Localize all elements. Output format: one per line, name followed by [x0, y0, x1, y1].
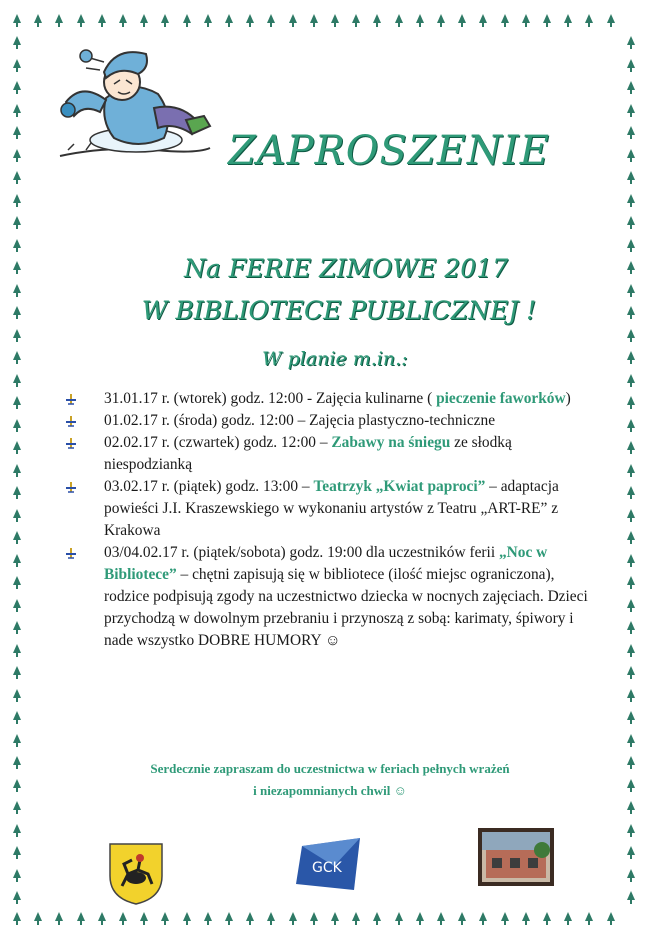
- tree-icon: [584, 14, 594, 28]
- tree-icon: [160, 912, 170, 926]
- tree-icon: [12, 711, 22, 725]
- tree-icon: [12, 81, 22, 95]
- tree-icon: [500, 912, 510, 926]
- tree-icon: [626, 891, 636, 905]
- tree-icon: [12, 912, 22, 926]
- event-text: 03/04.02.17 r. (piątek/sobota) godz. 19:00 dla uczestników ferii: [104, 544, 499, 561]
- tree-icon: [12, 14, 22, 28]
- list-item: [60, 476, 600, 542]
- tree-icon: [309, 14, 319, 28]
- tree-icon: [139, 912, 149, 926]
- tree-icon: [606, 912, 616, 926]
- tree-icon: [626, 531, 636, 545]
- tree-icon: [12, 149, 22, 163]
- tree-icon: [626, 621, 636, 635]
- tree-icon: [12, 734, 22, 748]
- tree-icon: [12, 441, 22, 455]
- event-highlight: „Noc w Bibliotece”: [104, 544, 548, 583]
- tree-icon: [12, 509, 22, 523]
- gck-logo: [294, 836, 368, 894]
- tree-icon: [626, 36, 636, 50]
- event-text: ze słodką niespodzianką: [104, 434, 512, 473]
- tree-icon: [76, 14, 86, 28]
- tree-icon: [626, 779, 636, 793]
- tree-icon: [54, 912, 64, 926]
- tree-icon: [12, 419, 22, 433]
- tree-icon: [12, 374, 22, 388]
- subtitle-line-2: W BIBLIOTECE PUBLICZNEJ !: [141, 296, 537, 325]
- arrow-bullet-icon: [64, 436, 78, 450]
- tree-icon: [626, 126, 636, 140]
- tree-icon: [626, 396, 636, 410]
- tree-icon: [436, 912, 446, 926]
- tree-icon: [626, 509, 636, 523]
- tree-icon: [626, 171, 636, 185]
- tree-icon: [12, 351, 22, 365]
- tree-icon: [12, 621, 22, 635]
- tree-icon: [33, 912, 43, 926]
- tree-icon: [76, 912, 86, 926]
- list-item: [60, 432, 600, 476]
- tree-icon: [160, 14, 170, 28]
- tree-icon: [97, 912, 107, 926]
- tree-icon: [118, 912, 128, 926]
- arrow-bullet-icon: [64, 480, 78, 494]
- tree-icon: [626, 216, 636, 230]
- tree-icon: [245, 14, 255, 28]
- page-title: ZAPROSZENIE: [228, 128, 550, 174]
- tree-icon: [330, 912, 340, 926]
- tree-icon: [12, 756, 22, 770]
- tree-icon: [12, 239, 22, 253]
- tree-icon: [542, 14, 552, 28]
- tree-icon: [626, 599, 636, 613]
- tree-icon: [330, 14, 340, 28]
- event-text: – adaptacja powieści J.I. Kraszewskiego w wykonaniu artystów z Teatru „ART-RE” z Krakowa: [104, 478, 559, 539]
- tree-icon: [626, 419, 636, 433]
- event-text: – chętni zapisują się w bibliotece (ilość miejsc ograniczona), rodzice podpisują zgody na uczestnictwo dziecka w nocnych zajęciach. Dzieci przychodzą w dowolnym przebraniu i przynoszą z sobą: karimaty, śpiwory i nade wszystko DOBRE HUMORY ☺: [104, 566, 588, 649]
- tree-icon: [351, 14, 361, 28]
- tree-icon: [203, 912, 213, 926]
- tree-icon: [626, 666, 636, 680]
- list-item: [60, 388, 600, 410]
- tree-icon: [12, 644, 22, 658]
- tree-icon: [12, 824, 22, 838]
- event-text: 01.02.17 r. (środa) godz. 12:00 – Zajęcia plastyczno-techniczne: [104, 412, 496, 429]
- arrow-bullet-icon: [64, 414, 78, 428]
- tree-icon: [12, 689, 22, 703]
- tree-icon: [563, 912, 573, 926]
- tree-icon: [626, 644, 636, 658]
- tree-icon: [626, 374, 636, 388]
- tree-icon: [12, 891, 22, 905]
- tree-icon: [626, 464, 636, 478]
- tree-icon: [626, 81, 636, 95]
- tree-icon: [182, 912, 192, 926]
- arrow-bullet-icon: [64, 392, 78, 406]
- tree-icon: [12, 104, 22, 118]
- tree-icon: [478, 14, 488, 28]
- tree-icon: [12, 36, 22, 50]
- tree-icon: [12, 329, 22, 343]
- tree-icon: [12, 396, 22, 410]
- tree-icon: [12, 216, 22, 230]
- tree-icon: [626, 59, 636, 73]
- tree-icon: [500, 14, 510, 28]
- library-building-photo: [478, 828, 554, 886]
- list-item: [60, 542, 600, 652]
- tree-icon: [12, 171, 22, 185]
- tree-icon: [436, 14, 446, 28]
- tree-icon: [12, 801, 22, 815]
- tree-icon: [12, 779, 22, 793]
- tree-icon: [626, 239, 636, 253]
- tree-icon: [288, 14, 298, 28]
- gck-logo-text: GCK: [312, 860, 342, 876]
- tree-icon: [626, 194, 636, 208]
- tree-icon: [351, 912, 361, 926]
- tree-icon: [626, 554, 636, 568]
- tree-icon: [478, 912, 488, 926]
- tree-icon: [626, 869, 636, 883]
- tree-icon: [563, 14, 573, 28]
- tree-icon: [139, 14, 149, 28]
- tree-icon: [224, 912, 234, 926]
- tree-icon: [626, 441, 636, 455]
- tree-icon: [33, 14, 43, 28]
- tree-icon: [266, 912, 276, 926]
- event-text: 31.01.17 r. (wtorek) godz. 12:00 - Zajęcia kulinarne (: [104, 390, 437, 407]
- tree-icon: [626, 756, 636, 770]
- tree-icon: [97, 14, 107, 28]
- tree-icon: [245, 912, 255, 926]
- event-text: 03.02.17 r. (piątek) godz. 13:00 –: [104, 478, 314, 495]
- tree-icon: [415, 14, 425, 28]
- tree-icon: [626, 576, 636, 590]
- tree-icon: [12, 554, 22, 568]
- closing-line-1: Serdecznie zapraszam do uczestnictwa w feriach pełnych wrażeń: [150, 761, 510, 776]
- sledding-child-illustration: [46, 38, 222, 174]
- tree-icon: [12, 486, 22, 500]
- tree-icon: [12, 599, 22, 613]
- tree-icon: [626, 711, 636, 725]
- tree-icon: [626, 734, 636, 748]
- tree-icon: [372, 912, 382, 926]
- tree-icon: [394, 912, 404, 926]
- tree-icon: [542, 912, 552, 926]
- tree-icon: [626, 351, 636, 365]
- tree-icon: [224, 14, 234, 28]
- tree-icon: [372, 14, 382, 28]
- tree-icon: [309, 912, 319, 926]
- tree-icon: [12, 464, 22, 478]
- tree-icon: [12, 666, 22, 680]
- tree-icon: [54, 14, 64, 28]
- tree-icon: [12, 869, 22, 883]
- tree-icon: [12, 846, 22, 860]
- event-list: [60, 388, 600, 652]
- tree-icon: [415, 912, 425, 926]
- coat-of-arms-logo: [108, 842, 164, 906]
- event-text: 02.02.17 r. (czwartek) godz. 12:00 –: [104, 434, 332, 451]
- tree-icon: [12, 531, 22, 545]
- tree-icon: [584, 912, 594, 926]
- list-item: [60, 410, 600, 432]
- tree-icon: [626, 329, 636, 343]
- tree-icon: [288, 912, 298, 926]
- event-highlight: pieczenie faworków: [436, 390, 566, 407]
- event-highlight: Teatrzyk „Kwiat paproci”: [313, 478, 486, 495]
- event-highlight: Zabawy na śniegu: [331, 434, 451, 451]
- tree-icon: [626, 846, 636, 860]
- tree-icon: [626, 486, 636, 500]
- arrow-bullet-icon: [64, 546, 78, 560]
- tree-icon: [626, 801, 636, 815]
- tree-icon: [12, 194, 22, 208]
- tree-icon: [626, 689, 636, 703]
- tree-icon: [12, 126, 22, 140]
- tree-icon: [12, 59, 22, 73]
- subtitle-line-1: Na FERIE ZIMOWE 2017: [183, 254, 509, 283]
- tree-icon: [626, 824, 636, 838]
- closing-line-2: i niezapomnianych chwil ☺: [253, 783, 407, 798]
- tree-icon: [457, 912, 467, 926]
- tree-icon: [606, 14, 616, 28]
- tree-icon: [118, 14, 128, 28]
- tree-icon: [266, 14, 276, 28]
- tree-icon: [394, 14, 404, 28]
- tree-icon: [12, 576, 22, 590]
- tree-icon: [203, 14, 213, 28]
- tree-icon: [626, 149, 636, 163]
- plan-label: W planie m.in.:: [262, 348, 408, 370]
- tree-icon: [521, 14, 531, 28]
- event-text: ): [565, 390, 571, 407]
- tree-icon: [521, 912, 531, 926]
- tree-icon: [182, 14, 192, 28]
- tree-icon: [626, 104, 636, 118]
- tree-icon: [457, 14, 467, 28]
- closing-message: [80, 758, 580, 802]
